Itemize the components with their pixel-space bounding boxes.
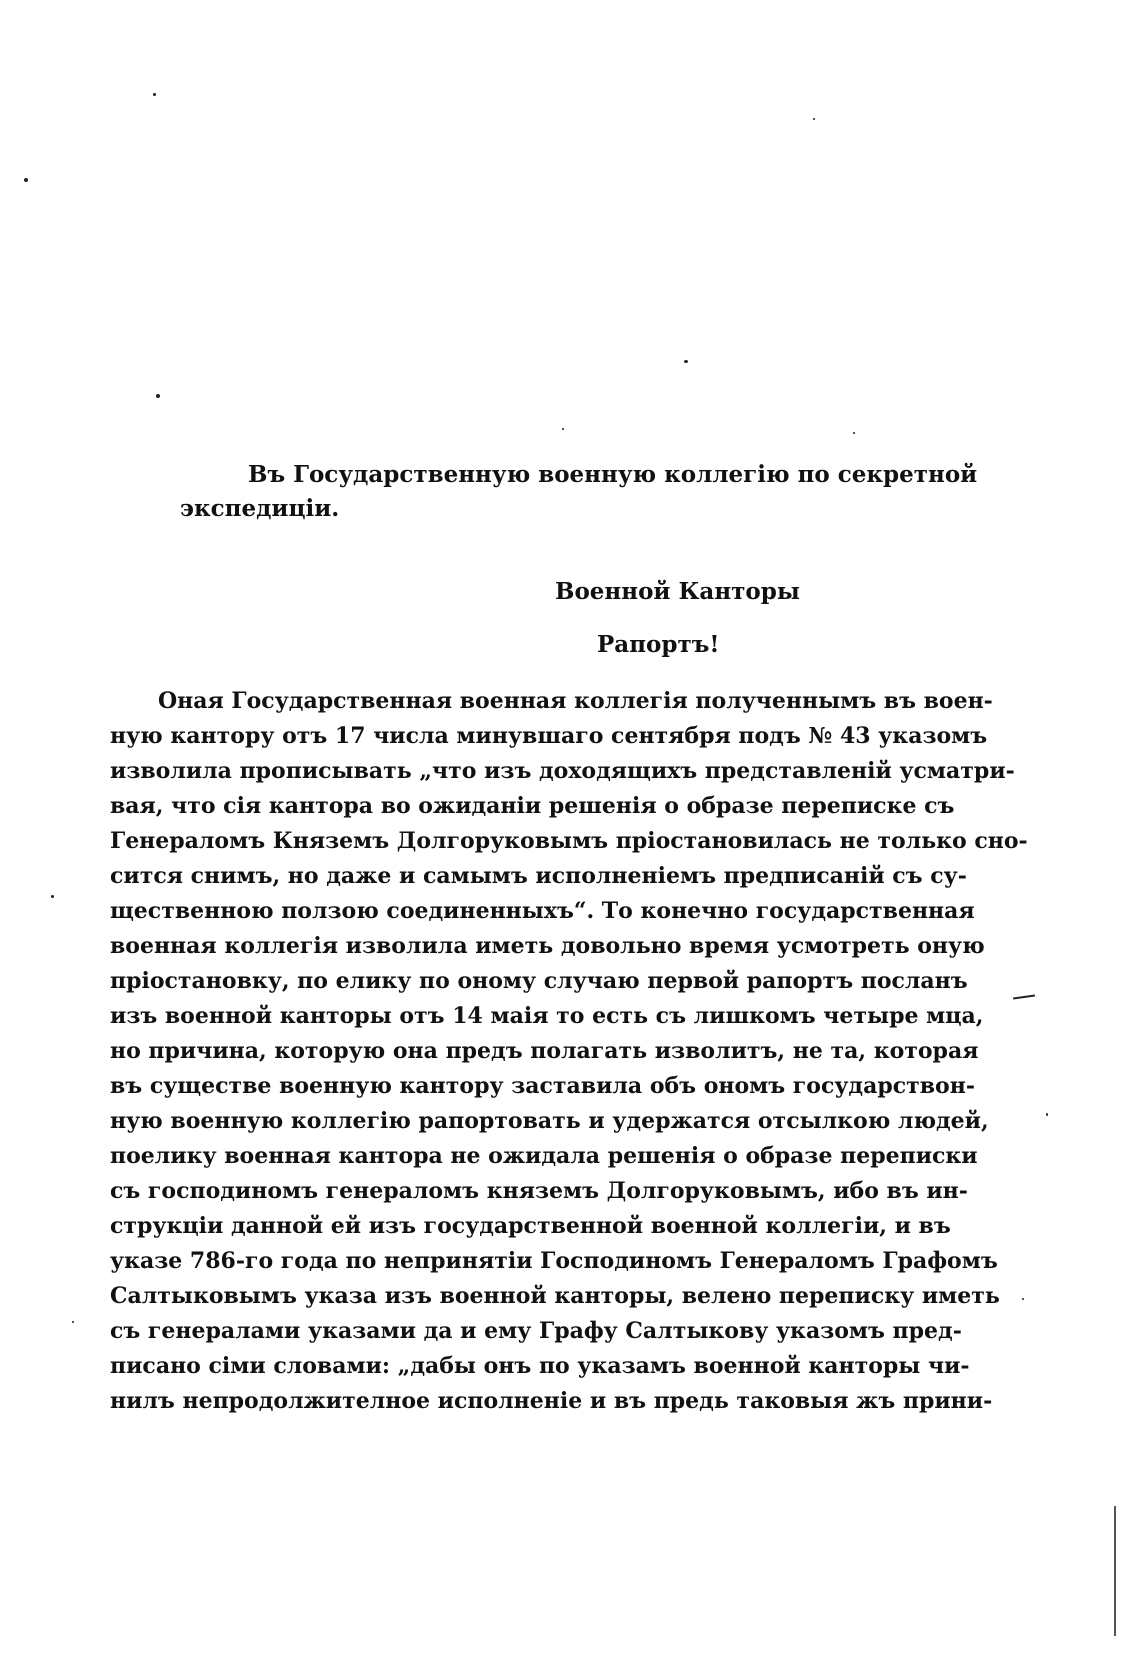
body-line: поелику военная кантора не ожидала решенія о образе переписки <box>110 1143 978 1169</box>
body-line: изволила прописывать „что изъ доходящихъ представленій усматри- <box>110 758 1015 784</box>
body-line: нилъ непродолжителное исполненіе и въ предь таковыя жъ прини- <box>110 1388 993 1414</box>
body-line: ную кантору отъ 17 числа минувшаго сентября подъ № 43 указомъ <box>110 723 988 749</box>
scan-speck <box>153 93 156 96</box>
heading-report: Рапортъ! <box>597 631 720 658</box>
heading-office: Военной Канторы <box>555 578 800 605</box>
address-line-1: Въ Государственную военную коллегію по секретной <box>248 461 978 488</box>
body-line: щественною ползою соединенныхъ“. То конечно государственная <box>110 898 975 924</box>
body-line: съ генералами указами да и ему Графу Салтыкову указомъ пред- <box>110 1318 962 1344</box>
scan-speck <box>24 178 28 182</box>
scan-speck <box>1022 1298 1024 1300</box>
scan-speck <box>684 360 688 363</box>
body-line: изъ военной канторы отъ 14 маія то есть съ лишкомъ четыре мца, <box>110 1003 984 1029</box>
scan-speck <box>51 895 54 898</box>
scan-mark <box>1013 994 1035 999</box>
body-line: но причина, которую она предъ полагать изволитъ, не та, которая <box>110 1038 979 1064</box>
body-line: сится снимъ, но даже и самымъ исполненіемъ предписаній съ су- <box>110 863 967 889</box>
body-line: пріостановку, по елику по оному случаю первой рапортъ посланъ <box>110 968 968 994</box>
body-line: Оная Государственная военная коллегія полученнымъ въ воен- <box>158 688 993 714</box>
body-line: вая, что сія кантора во ожиданіи решенія о образе переписке съ <box>110 793 955 819</box>
body-line: Генераломъ Княземъ Долгоруковымъ пріостановилась не только сно- <box>110 828 1028 854</box>
report-body <box>110 684 1028 1419</box>
body-line: съ господиномъ генераломъ княземъ Долгоруковымъ, ибо въ ин- <box>110 1178 968 1204</box>
scan-speck <box>853 432 855 434</box>
scan-speck <box>156 394 160 398</box>
body-line: военная коллегія изволила иметь довольно время усмотреть оную <box>110 933 985 959</box>
body-line: указе 786-го года по непринятіи Господиномъ Генераломъ Графомъ <box>110 1248 998 1274</box>
scan-speck <box>562 428 564 430</box>
body-line: струкціи данной ей изъ государственной военной коллегіи, и въ <box>110 1213 951 1239</box>
body-line: ную военную коллегію рапортовать и удержатся отсылкою людей, <box>110 1108 989 1134</box>
scan-speck <box>72 1321 74 1323</box>
scan-edge-line <box>1114 1506 1116 1636</box>
body-line: Салтыковымъ указа изъ военной канторы, велено переписку иметь <box>110 1283 1000 1309</box>
scan-speck <box>1046 1113 1048 1116</box>
body-line: писано сіми словами: „дабы онъ по указамъ военной канторы чи- <box>110 1353 970 1379</box>
scan-speck <box>813 118 815 120</box>
address-line-2: экспедиціи. <box>180 495 340 522</box>
body-line: въ существе военную кантору заставила объ ономъ государствон- <box>110 1073 975 1099</box>
address-block <box>180 458 978 526</box>
